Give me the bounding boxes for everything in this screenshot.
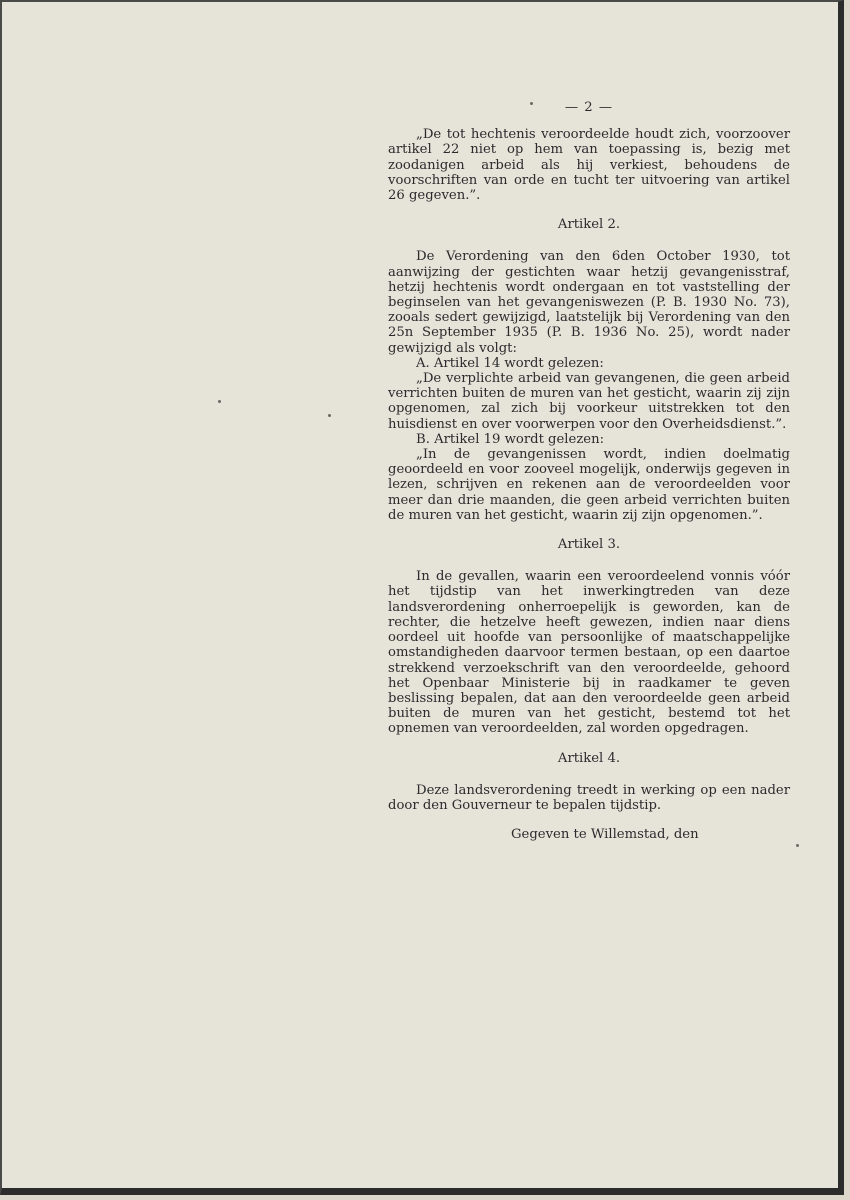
ink-speck [796, 844, 799, 847]
closing-line: Gegeven te Willemstad, den [511, 827, 699, 843]
article-3-body: In de gevallen, waarin een veroordeelend vonnis vóór het tijdstip van het inwerkingtreden van deze landsverordening onherroepelijk is geworden, kan de rechter, die hetzelve heeft gewezen, indien naar diens oordeel uit hoofde van persoonlijke of maatschappelijke omstandigheden daarvoor termen bestaan, op een daartoe strekkend verzoekschrift van den veroordeelde, gehoord het Openbaar Ministerie bij in raadkamer te geven beslissing bepalen, dat aan den veroordeelde geen arbeid buiten de muren van het gesticht, bestemd tot het opnemen van veroordeelden, zal worden opgedragen. [388, 569, 790, 737]
article-3-heading: Artikel 3. [557, 537, 621, 553]
show-through-text [224, 112, 384, 192]
article-4-body: Deze landsverordening treedt in werking op een nader door den Gouverneur te bepalen tijdstip. [388, 782, 790, 813]
ink-speck [328, 414, 331, 417]
ink-speck [218, 400, 221, 403]
article-4-heading: Artikel 4. [557, 750, 621, 766]
document-body [388, 100, 790, 842]
article-2-item-b-text: „In de gevangenissen wordt, indien doelmatig geoordeeld en voor zooveel mogelijk, onderwijs gegeven in lezen, schrijven en rekenen aan de veroordeelden voor meer dan drie maanden, die geen arbeid verrichten buiten de muren van het gesticht, waarin zij zijn opgenomen.”. [388, 447, 790, 523]
page-number: — 2 — [564, 100, 614, 115]
intro-paragraph: „De tot hechtenis veroordeelde houdt zich, voorzoover artikel 22 niet op hem van toepassing is, bezig met zoodanigen arbeid als hij verkiest, behoudens de voorschriften van orde en tucht ter uitvoering van artikel 26 gegeven.”. [388, 127, 790, 204]
article-2-item-a-label: A. Artikel 14 wordt gelezen: [416, 355, 604, 371]
article-2-item-a-text: „De verplichte arbeid van gevangenen, die geen arbeid verrichten buiten de muren van het gesticht, waarin zij zijn opgenomen, zal zich bij voorkeur uitstrekken tot den huisdienst en over voorwerpen voor den Overheidsdienst.”. [388, 371, 790, 432]
article-2-body: De Verordening van den 6den October 1930, tot aanwijzing der gestichten waar hetzij gevangenisstraf, hetzij hechtenis wordt ondergaan en tot vaststelling der beginselen van het gevangeniswezen (P. B. 1930 No. 73), zooals sedert gewijzigd, laatstelijk bij Verordening van den 25n September 1935 (P. B. 1936 No. 25), wordt nader gewijzigd als volgt: [388, 249, 790, 356]
article-2-heading: Artikel 2. [557, 217, 621, 233]
article-2-item-b-label: B. Artikel 19 wordt gelezen: [416, 431, 605, 447]
